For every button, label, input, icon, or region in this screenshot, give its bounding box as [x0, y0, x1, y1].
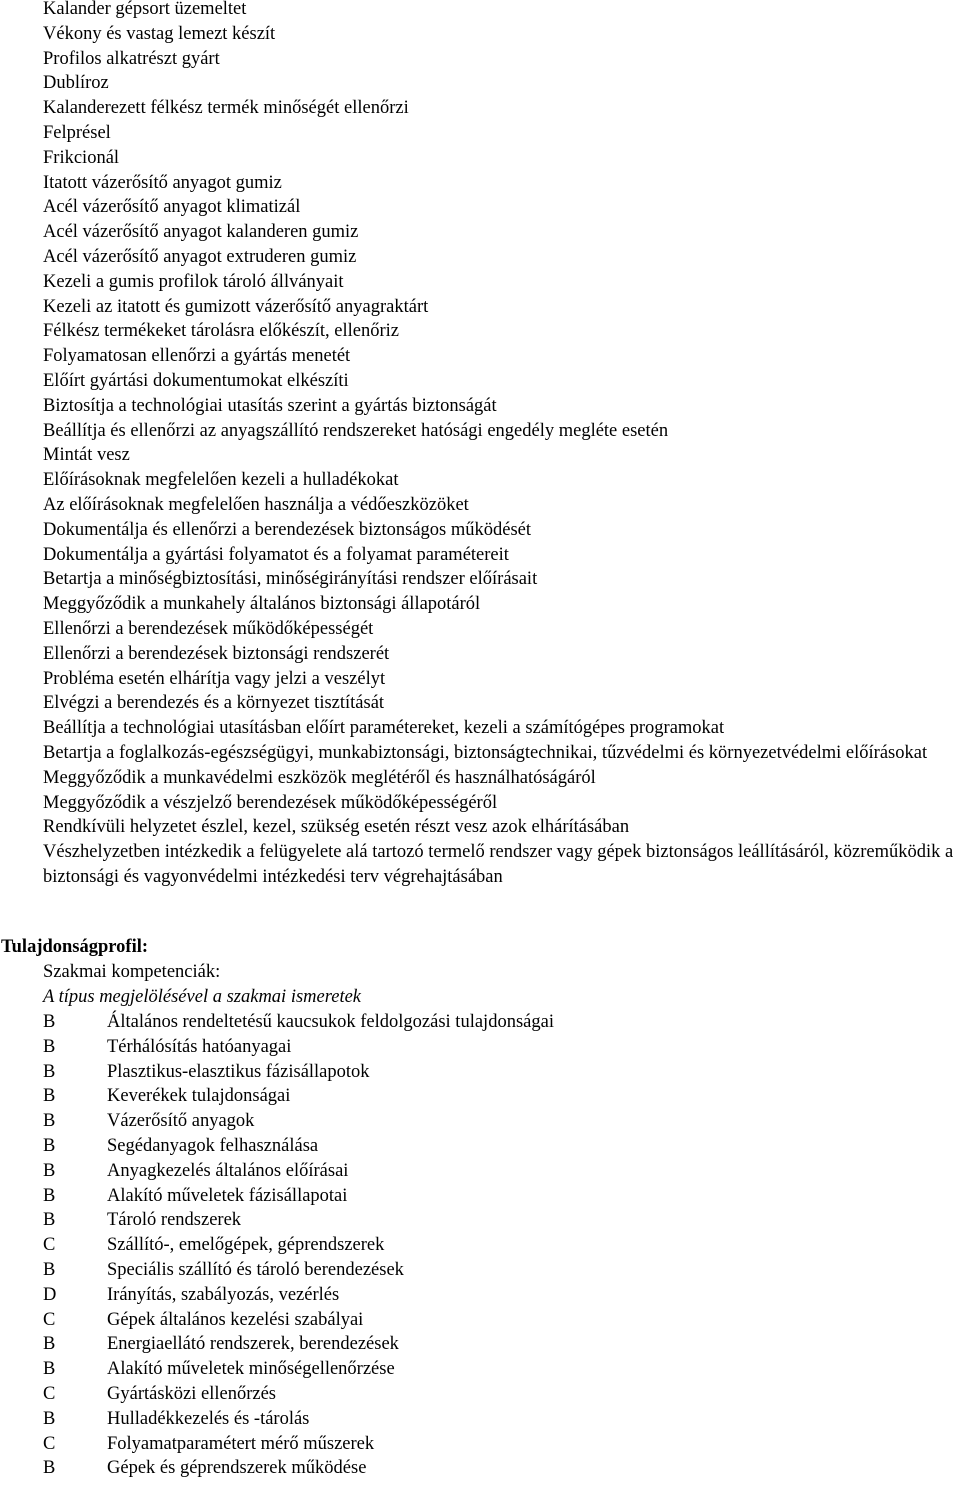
task-item: Elvégzi a berendezés és a környezet tisztítását — [43, 693, 385, 714]
task-item: Kalanderezett félkész termék minőségét ellenőrzi — [43, 98, 409, 119]
task-item: Dokumentálja és ellenőrzi a berendezések biztonságos működését — [43, 519, 532, 540]
task-item: Ellenőrzi a berendezések biztonsági rendszerét — [43, 643, 390, 664]
competence-text: Folyamatparamétert mérő műszerek — [107, 1433, 375, 1454]
competence-grade: C — [43, 1383, 56, 1404]
task-item: Ellenőrzi a berendezések működőképességét — [43, 618, 374, 639]
competence-text: Gyártásközi ellenőrzés — [107, 1383, 276, 1404]
competence-item — [43, 1258, 554, 1283]
task-item: Probléma esetén elhárítja vagy jelzi a veszélyt — [43, 668, 386, 689]
competence-grade: B — [43, 1036, 56, 1057]
competence-text: Gépek általános kezelési szabályai — [107, 1309, 364, 1330]
profile-heading: Tulajdonságprofil: — [1, 937, 149, 957]
competence-item — [43, 1382, 554, 1407]
competence-item — [43, 1159, 554, 1184]
competence-item — [43, 1332, 554, 1357]
competence-item — [43, 1084, 554, 1109]
competence-list — [43, 1010, 554, 1481]
competence-item — [43, 1035, 554, 1060]
competence-text: Tároló rendszerek — [107, 1210, 242, 1231]
competence-text: Alakító műveletek minőségellenőrzése — [107, 1359, 395, 1380]
competence-text: Vázerősítő anyagok — [107, 1111, 255, 1132]
task-item: Meggyőződik a munkahely általános biztonsági állapotáról — [43, 594, 481, 615]
task-item: Betartja a minőségbiztosítási, minőségirányítási rendszer előírásait — [43, 569, 538, 590]
competence-text: Anyagkezelés általános előírásai — [107, 1160, 349, 1181]
task-item: Meggyőződik a munkavédelmi eszközök meglétéről és használhatóságáról — [43, 767, 596, 788]
task-item: Acél vázerősítő anyagot kalanderen gumiz — [43, 222, 359, 243]
competence-text: Irányítás, szabályozás, vezérlés — [107, 1284, 340, 1305]
task-item: Betartja a foglalkozás-egészségügyi, munkabiztonsági, biztonságtechnikai, tűzvédelmi és környezetvédelmi előírásokat — [43, 742, 928, 763]
competence-text: Hulladékkezelés és -tárolás — [107, 1408, 310, 1429]
competence-grade: C — [43, 1433, 56, 1454]
competence-text: Plasztikus-elasztikus fázisállapotok — [107, 1061, 370, 1082]
competence-text: Általános rendeltetésű kaucsukok feldolgozási tulajdonságai — [107, 1012, 554, 1032]
task-item: Vészhelyzetben intézkedik a felügyelete alá tartozó termelő rendszer vagy gépek biztonságos leállításáról, közreműködik a biztonsági és vagyonvédelmi intézkedési terv végrehajtásában — [43, 842, 954, 887]
task-item: Kezeli az itatott és gumizott vázerősítő anyagraktárt — [43, 296, 429, 317]
task-item: Folyamatosan ellenőrzi a gyártás menetét — [43, 346, 351, 367]
competence-text: Energiaellátó rendszerek, berendezések — [107, 1334, 399, 1355]
competence-grade: B — [43, 1210, 56, 1231]
task-item: Profilos alkatrészt gyárt — [43, 48, 220, 69]
competence-grade: C — [43, 1235, 56, 1256]
competence-item — [43, 1109, 554, 1134]
competence-grade: B — [43, 1160, 56, 1181]
competence-title: Szakmai kompetenciák: — [43, 962, 221, 982]
task-item: Dublíroz — [43, 73, 109, 94]
task-item: Acél vázerősítő anyagot klimatizál — [43, 197, 301, 218]
competence-grade: B — [43, 1359, 56, 1380]
competence-grade: B — [43, 1334, 56, 1355]
task-item: Előírt gyártási dokumentumokat elkészíti — [43, 370, 349, 391]
task-item: Az előírásoknak megfelelően használja a védőeszközöket — [43, 494, 469, 515]
task-item: Beállítja a technológiai utasításban előírt paramétereket, kezeli a számítógépes programokat — [43, 718, 725, 739]
competence-text: Keverékek tulajdonságai — [107, 1086, 291, 1107]
competence-item — [43, 1357, 554, 1382]
competence-grade: B — [43, 1408, 56, 1429]
competence-grade: B — [43, 1061, 56, 1082]
task-list — [43, 0, 958, 890]
competence-grade: B — [43, 1086, 56, 1107]
task-item: Félkész termékeket tárolásra előkészít, ellenőriz — [43, 321, 399, 342]
competence-item — [43, 1134, 554, 1159]
competence-text: Segédanyagok felhasználása — [107, 1135, 319, 1156]
competence-grade: B — [43, 1012, 56, 1032]
competence-text: Speciális szállító és tároló berendezések — [107, 1259, 404, 1280]
task-item: Itatott vázerősítő anyagot gumiz — [43, 172, 282, 193]
task-item: Dokumentálja a gyártási folyamatot és a folyamat paramétereit — [43, 544, 509, 565]
competence-item — [43, 1184, 554, 1209]
task-item: Kezeli a gumis profilok tároló állványait — [43, 271, 344, 292]
competence-text: Alakító műveletek fázisállapotai — [107, 1185, 348, 1206]
competence-item — [43, 1060, 554, 1085]
competence-grade: B — [43, 1458, 56, 1479]
task-item: Biztosítja a technológiai utasítás szerint a gyártás biztonságát — [43, 395, 497, 416]
task-item: Kalander gépsort üzemeltet — [43, 0, 247, 19]
task-item: Rendkívüli helyzetet észlel, kezel, szükség esetén részt vesz azok elhárításában — [43, 817, 630, 838]
task-item: Vékony és vastag lemezt készít — [43, 23, 276, 44]
task-item: Felprésel — [43, 122, 111, 143]
competence-grade: B — [43, 1111, 56, 1132]
competence-item — [43, 1283, 554, 1308]
competence-item — [43, 1432, 554, 1457]
competence-grade: D — [43, 1284, 57, 1305]
competence-item — [43, 1208, 554, 1233]
competence-item — [43, 1233, 554, 1258]
competence-grade: B — [43, 1185, 56, 1206]
competence-item — [43, 1308, 554, 1333]
task-item: Előírásoknak megfelelően kezeli a hulladékokat — [43, 470, 399, 491]
task-item: Frikcionál — [43, 147, 120, 168]
competence-grade: B — [43, 1135, 56, 1156]
competence-item — [43, 1456, 554, 1481]
task-item: Acél vázerősítő anyagot extruderen gumiz — [43, 246, 357, 267]
competence-grade: C — [43, 1309, 56, 1330]
competence-grade: B — [43, 1259, 56, 1280]
competence-item — [43, 1407, 554, 1432]
task-item: Beállítja és ellenőrzi az anyagszállító rendszereket hatósági engedély megléte esetén — [43, 420, 669, 441]
competence-item — [43, 1010, 554, 1035]
competence-subtitle: A típus megjelölésével a szakmai ismeretek — [43, 987, 362, 1007]
task-item: Meggyőződik a vészjelző berendezések működőképességéről — [43, 792, 498, 813]
competence-text: Gépek és géprendszerek működése — [107, 1458, 367, 1479]
competence-text: Szállító-, emelőgépek, géprendszerek — [107, 1235, 385, 1256]
task-item: Mintát vesz — [43, 445, 130, 466]
competence-text: Térhálósítás hatóanyagai — [107, 1036, 292, 1057]
